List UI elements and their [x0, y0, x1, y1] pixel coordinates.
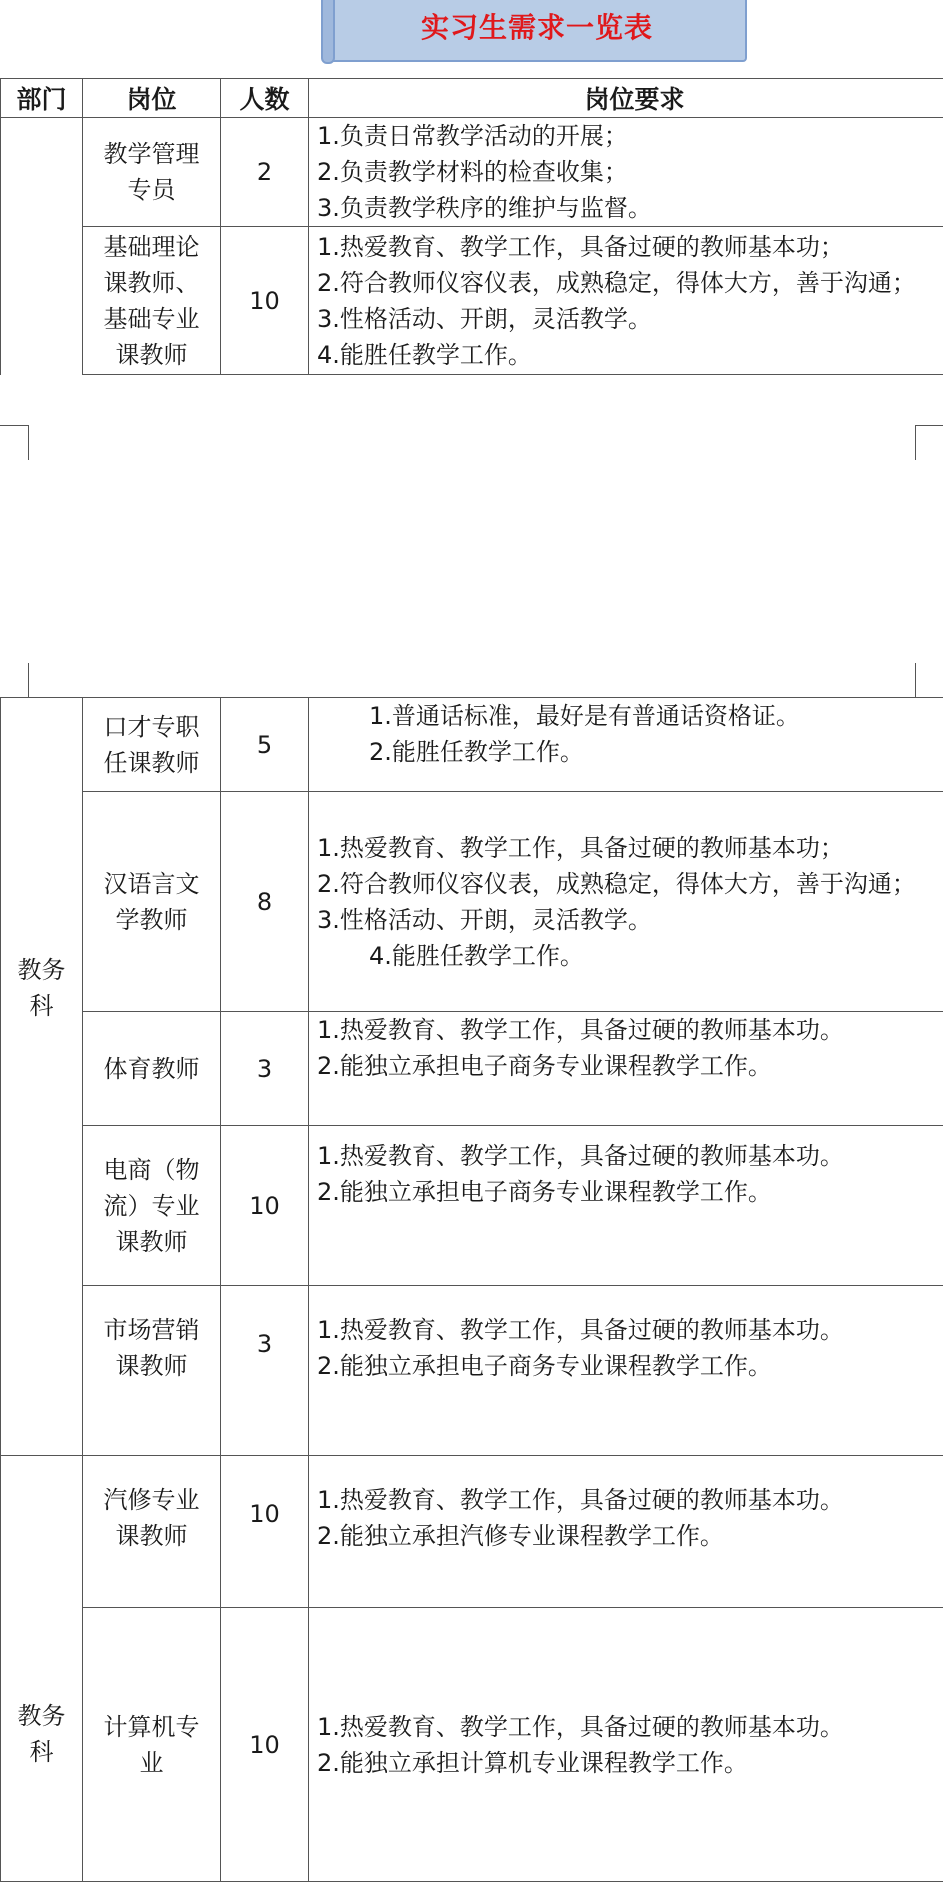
- table-row: [1, 1456, 943, 1608]
- page-corner-mark: [915, 425, 943, 460]
- position-cell: 市场营销 课教师: [83, 1286, 221, 1456]
- count-cell: 5: [221, 698, 309, 792]
- title-banner: [327, 0, 747, 62]
- dept-cell: [1, 118, 83, 375]
- position-cell: 电商（物 流）专业 课教师: [83, 1126, 221, 1286]
- requirements-cell: 1.热爱教育、教学工作，具备过硬的教师基本功。 2.能独立承担电子商务专业课程教学工作。: [309, 1286, 943, 1456]
- requirements-cell: 1.普通话标准，最好是有普通话资格证。 2.能胜任教学工作。: [309, 698, 943, 792]
- table-row: [1, 792, 943, 1012]
- page-corner-mark: [0, 425, 29, 460]
- header-requirements: 岗位要求: [309, 79, 943, 118]
- count-cell: 10: [221, 1608, 309, 1882]
- count-cell: 10: [221, 227, 309, 375]
- header-position: 岗位: [83, 79, 221, 118]
- dept-cell: [1, 1456, 83, 1882]
- table-row: [1, 698, 943, 792]
- requirements-cell: 1.热爱教育、教学工作，具备过硬的教师基本功。 2.能独立承担计算机专业课程教学工作。: [309, 1608, 943, 1882]
- requirements-cell: 1.热爱教育、教学工作，具备过硬的教师基本功。 2.能独立承担汽修专业课程教学工作。: [309, 1456, 943, 1608]
- requirements-cell: 1.热爱教育、教学工作，具备过硬的教师基本功。 2.能独立承担电子商务专业课程教学工作。: [309, 1126, 943, 1286]
- requirements-cell: 1.热爱教育、教学工作，具备过硬的教师基本功。 2.能独立承担电子商务专业课程教学工作。: [309, 1012, 943, 1126]
- position-cell: 体育教师: [83, 1012, 221, 1126]
- table-row: [1, 1012, 943, 1126]
- dept-cell: [1, 698, 83, 1456]
- table-row: [1, 1126, 943, 1286]
- count-cell: 3: [221, 1286, 309, 1456]
- header-dept: 部门: [1, 79, 83, 118]
- dept-label: 教务科: [17, 956, 66, 1020]
- position-cell: 基础理论 课教师、 基础专业 课教师: [83, 227, 221, 375]
- table-row: [1, 1608, 943, 1882]
- table-row: [1, 227, 943, 375]
- requirements-table-part2: [0, 697, 943, 1882]
- dept-label: 教务科: [17, 1702, 66, 1766]
- table-row: [1, 1286, 943, 1456]
- count-cell: 3: [221, 1012, 309, 1126]
- position-cell: 口才专职 任课教师: [83, 698, 221, 792]
- count-cell: 10: [221, 1126, 309, 1286]
- table-header-row: [1, 79, 943, 118]
- requirements-cell: 1.热爱教育、教学工作，具备过硬的教师基本功； 2.符合教师仪容仪表，成熟稳定，得体大方，善于沟通； 3.性格活动、开朗，灵活教学。 4.能胜任教学工作。: [309, 792, 943, 1012]
- count-cell: 10: [221, 1456, 309, 1608]
- position-cell: 教学管理 专员: [83, 118, 221, 227]
- header-count: 人数: [221, 79, 309, 118]
- page-corner-mark: [915, 663, 943, 698]
- count-cell: 2: [221, 118, 309, 227]
- requirements-table-part1: [0, 78, 943, 375]
- page-title: 实习生需求一览表: [420, 11, 653, 44]
- position-cell: 计算机专 业: [83, 1608, 221, 1882]
- table-row: [1, 118, 943, 227]
- position-cell: 汽修专业 课教师: [83, 1456, 221, 1608]
- requirements-cell: 1.热爱教育、教学工作，具备过硬的教师基本功； 2.符合教师仪容仪表，成熟稳定，得体大方，善于沟通； 3.性格活动、开朗，灵活教学。 4.能胜任教学工作。: [309, 227, 943, 375]
- position-cell: 汉语言文 学教师: [83, 792, 221, 1012]
- page-corner-mark: [0, 663, 29, 698]
- count-cell: 8: [221, 792, 309, 1012]
- requirements-cell: 1.负责日常教学活动的开展； 2.负责教学材料的检查收集； 3.负责教学秩序的维护与监督。: [309, 118, 943, 227]
